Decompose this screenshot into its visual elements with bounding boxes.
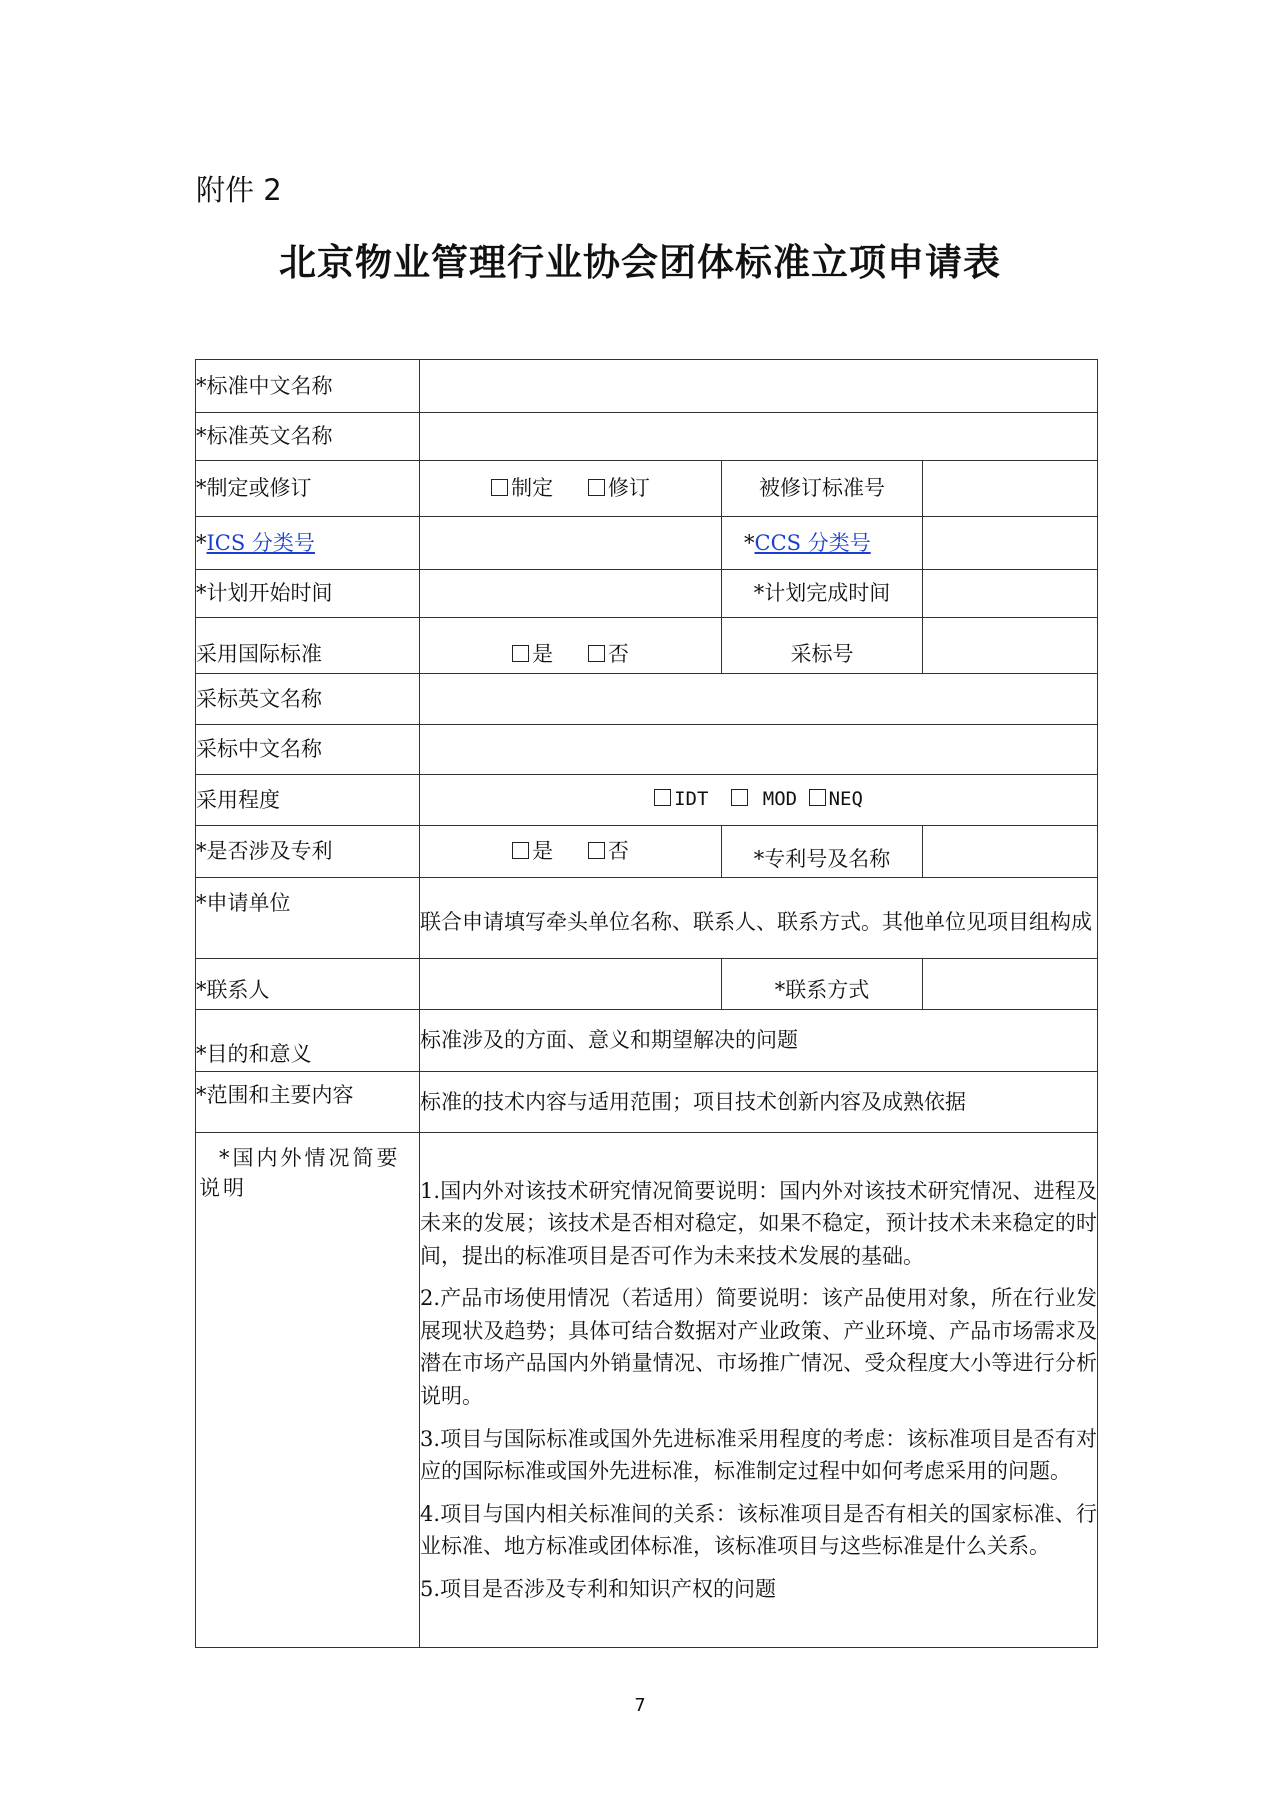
ccs-classification-link[interactable]: CCS 分类号: [754, 530, 871, 555]
row-classification: [196, 517, 1098, 570]
option-mod-label: MOD: [762, 788, 798, 811]
ics-classification-link[interactable]: ICS 分类号: [206, 530, 315, 555]
input-adoption-number[interactable]: [923, 618, 1098, 674]
required-mark: *: [744, 530, 755, 555]
situation-paragraph: 5.项目是否涉及专利和知识产权的问题: [420, 1576, 777, 1601]
label-involves-patent: *是否涉及专利: [196, 826, 420, 878]
row-domestic-international-situation: [196, 1133, 1098, 1648]
row-purpose: [196, 1010, 1098, 1072]
checkbox-mod[interactable]: [731, 789, 748, 806]
document-title: 北京物业管理行业协会团体标准立项申请表: [279, 241, 1001, 284]
label-contact-person: *联系人: [196, 959, 420, 1010]
scope-main-content-hint[interactable]: 标准的技术内容与适用范围；项目技术创新内容及成熟依据: [420, 1072, 1098, 1133]
establish-revise-options: [420, 461, 722, 517]
label-plan-finish-time: *计划完成时间: [722, 570, 923, 618]
row-standard-chinese-name: [196, 360, 1098, 413]
purpose-significance-hint[interactable]: 标准涉及的方面、意义和期望解决的问题: [420, 1010, 1098, 1072]
option-establish-label: 制定: [511, 476, 554, 501]
checkbox-neq[interactable]: [809, 789, 826, 806]
row-adopt-international: [196, 618, 1098, 674]
row-adoption-degree: [196, 775, 1098, 826]
row-standard-english-name: [196, 413, 1098, 461]
input-adopted-chinese-name[interactable]: [420, 725, 1098, 775]
option-yes-label: 是: [532, 641, 554, 666]
option-neq-label: NEQ: [828, 788, 863, 811]
row-adopted-chinese-name: [196, 725, 1098, 775]
applicant-unit-hint[interactable]: 联合申请填写牵头单位名称、联系人、联系方式。其他单位见项目组构成: [420, 878, 1098, 959]
row-scope: [196, 1072, 1098, 1133]
checkbox-yes[interactable]: [512, 842, 529, 859]
label-plan-start-time: *计划开始时间: [196, 570, 420, 618]
label-patent-number-and-name: *专利号及名称: [722, 826, 923, 878]
input-contact-method[interactable]: [923, 959, 1098, 1010]
option-no-label: 否: [607, 839, 629, 864]
label-applicant-unit: *申请单位: [196, 878, 420, 959]
label-scope-main-content: *范围和主要内容: [196, 1072, 420, 1133]
page-number: 7: [634, 1695, 646, 1716]
required-mark: *: [196, 530, 207, 555]
label-standard-english-name: *标准英文名称: [196, 413, 420, 461]
label-contact-method: *联系方式: [722, 959, 923, 1010]
label-revised-standard-number: 被修订标准号: [722, 461, 923, 517]
application-form-table: [195, 359, 1098, 1648]
attachment-label: 附件 2: [196, 173, 282, 207]
checkbox-establish[interactable]: [491, 479, 508, 496]
adoption-degree-options: [420, 775, 1098, 826]
input-plan-finish-time[interactable]: [923, 570, 1098, 618]
label-adoption-number: 采标号: [722, 618, 923, 674]
input-revised-standard-number[interactable]: [923, 461, 1098, 517]
checkbox-no[interactable]: [588, 645, 605, 662]
situation-paragraph: 1.国内外对该技术研究情况简要说明：国内外对该技术研究情况、进程及未来的发展；该技术是否相对稳定，如果不稳定，预计技术未来稳定的时间，提出的标准项目是否可作为未来技术发展的基础。: [420, 1178, 1098, 1268]
row-contact: [196, 959, 1098, 1010]
label-establish-or-revise: *制定或修订: [196, 461, 420, 517]
patent-options: [420, 826, 722, 878]
label-ics-classification: [196, 517, 420, 570]
label-situation-summary: *国内外情况简要说明: [196, 1133, 420, 1648]
label-adopted-english-name: 采标英文名称: [196, 674, 420, 725]
row-establish-or-revise: [196, 461, 1098, 517]
option-idt-label: IDT: [674, 788, 709, 811]
row-patent: [196, 826, 1098, 878]
label-purpose-significance: *目的和意义: [196, 1010, 420, 1072]
input-ics-classification[interactable]: [420, 517, 722, 570]
input-ccs-classification[interactable]: [923, 517, 1098, 570]
row-plan-time: [196, 570, 1098, 618]
input-standard-chinese-name[interactable]: [420, 360, 1098, 413]
input-standard-english-name[interactable]: [420, 413, 1098, 461]
checkbox-revise[interactable]: [588, 479, 605, 496]
option-no-label: 否: [607, 641, 629, 666]
input-adopted-english-name[interactable]: [420, 674, 1098, 725]
label-adoption-degree: 采用程度: [196, 775, 420, 826]
checkbox-no[interactable]: [588, 842, 605, 859]
situation-paragraph: 2.产品市场使用情况（若适用）简要说明：该产品使用对象，所在行业发展现状及趋势；具体可结合数据对产业政策、产业环境、产品市场需求及潜在市场产品国内外销量情况、市场推广情况、受众程度大小等进行分析说明。: [420, 1286, 1098, 1408]
label-ccs-classification: [722, 517, 923, 570]
input-patent-number-and-name[interactable]: [923, 826, 1098, 878]
situation-paragraph: 4.项目与国内相关标准间的关系：该标准项目是否有相关的国家标准、行业标准、地方标准或团体标准，该标准项目与这些标准是什么关系。: [420, 1501, 1098, 1559]
situation-summary-content[interactable]: [420, 1133, 1098, 1648]
option-revise-label: 修订: [607, 476, 650, 501]
adopt-international-options: [420, 618, 722, 674]
label-standard-chinese-name: *标准中文名称: [196, 360, 420, 413]
checkbox-yes[interactable]: [512, 645, 529, 662]
option-yes-label: 是: [532, 839, 554, 864]
checkbox-idt[interactable]: [654, 789, 671, 806]
row-applicant-unit: [196, 878, 1098, 959]
label-adopt-international: 采用国际标准: [196, 618, 420, 674]
input-plan-start-time[interactable]: [420, 570, 722, 618]
situation-paragraph: 3.项目与国际标准或国外先进标准采用程度的考虑：该标准项目是否有对应的国际标准或国外先进标准，标准制定过程中如何考虑采用的问题。: [420, 1426, 1098, 1484]
label-adopted-chinese-name: 采标中文名称: [196, 725, 420, 775]
input-contact-person[interactable]: [420, 959, 722, 1010]
row-adopted-english-name: [196, 674, 1098, 725]
